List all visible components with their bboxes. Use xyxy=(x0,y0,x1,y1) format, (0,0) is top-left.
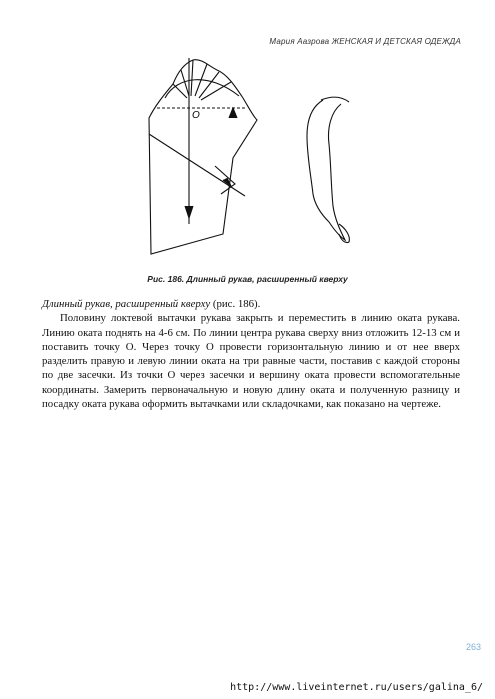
sleeve-pattern-figure xyxy=(135,56,375,261)
page-number: 263 xyxy=(465,642,481,652)
arm-silhouette xyxy=(307,100,345,240)
sleeve-pattern-outline xyxy=(149,60,257,254)
arrow-down-center xyxy=(185,206,193,218)
figure-caption: Рис. 186. Длинный рукав, расширенный кверху xyxy=(147,274,348,284)
sleeve-drawing xyxy=(135,56,375,261)
lead-line xyxy=(42,297,460,311)
body-text xyxy=(42,297,460,411)
running-header: Мария Аазрова ЖЕНСКАЯ И ДЕТСКАЯ ОДЕЖДА xyxy=(269,37,461,46)
shoulder-line xyxy=(321,97,349,102)
lead-title: Длинный рукав, расширенный кверху xyxy=(42,298,211,310)
arrow-up-right xyxy=(229,108,237,118)
point-o-label: O xyxy=(192,110,200,121)
lead-ref: (рис. 186). xyxy=(212,298,261,310)
sleeve-cap-raised-line xyxy=(165,80,239,98)
footer-url[interactable]: http://www.liveinternet.ru/users/galina_6/ xyxy=(230,682,483,693)
body-paragraph: Половину локтевой вытачки рукава закрыть и переместить в линию оката рукава. Линию оката поднять на 4-6 см. По линии центра рукава сверху вниз отложить 12-13 см и поставить точку О. Через точку О провести горизонтальную линию и от нее вверх разделить правую и левую линии оката на три равные части, поставив с каждой стороны по две засечки. Из точки О через засечки и вершину оката провести вспомогательные координаты. Замерить первоначальную и новую длину оката и полученную разницу и посадку оката рукава оформить вытачками или складочками, как показано на чертеже. xyxy=(42,312,460,411)
